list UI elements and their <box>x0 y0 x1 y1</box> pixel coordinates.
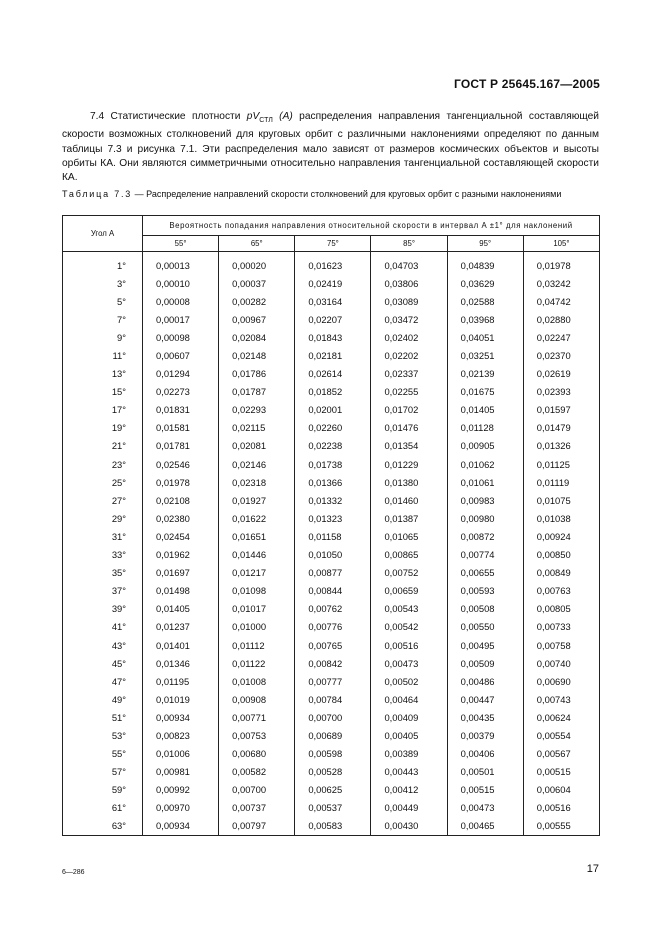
probability-cell: 0,00967 <box>219 310 295 328</box>
probability-cell: 0,01460 <box>371 491 447 509</box>
probability-cell: 0,01217 <box>219 564 295 582</box>
probability-cell: 0,01786 <box>219 365 295 383</box>
probability-cell: 0,01019 <box>143 690 219 708</box>
probability-cell: 0,02318 <box>219 473 295 491</box>
table-row <box>63 726 600 744</box>
angle-cell: 11° <box>63 346 143 364</box>
probability-cell: 0,00389 <box>371 745 447 763</box>
probability-cell: 0,00865 <box>371 546 447 564</box>
probability-cell: 0,00934 <box>143 817 219 836</box>
probability-cell: 0,00020 <box>219 256 295 274</box>
probability-cell: 0,00752 <box>371 564 447 582</box>
probability-cell: 0,00017 <box>143 310 219 328</box>
probability-cell: 0,01008 <box>219 672 295 690</box>
probability-cell: 0,02393 <box>523 383 599 401</box>
table-row <box>63 690 600 708</box>
angle-cell: 19° <box>63 419 143 437</box>
paragraph-text: распределения направления тангенциальной составляющей скорости возможных столкновений для круговых орбит с различными наклонениями определяют по данным таблицы 7.3 и рисунка 7.1. Эти распределения мало зависят от размеров космических объектов и высоты орбиты КА. Они являются симметричными относительно направления тангенциальной составляющей скорости КА. <box>62 111 599 184</box>
probability-cell: 0,00473 <box>447 799 523 817</box>
probability-cell: 0,04703 <box>371 256 447 274</box>
probability-cell: 0,00406 <box>447 745 523 763</box>
probability-cell: 0,03251 <box>447 346 523 364</box>
probability-cell: 0,01387 <box>371 509 447 527</box>
probability-cell: 0,01061 <box>447 473 523 491</box>
probability-cell: 0,00501 <box>447 763 523 781</box>
probability-cell: 0,00753 <box>219 726 295 744</box>
probability-cell: 0,00473 <box>371 654 447 672</box>
probability-cell: 0,01366 <box>295 473 371 491</box>
probability-cell: 0,00502 <box>371 672 447 690</box>
probability-cell: 0,00516 <box>523 799 599 817</box>
probability-cell: 0,00098 <box>143 328 219 346</box>
probability-cell: 0,00509 <box>447 654 523 672</box>
probability-cell: 0,00733 <box>523 618 599 636</box>
angle-cell: 15° <box>63 383 143 401</box>
probability-cell: 0,00486 <box>447 672 523 690</box>
angle-cell: 7° <box>63 310 143 328</box>
probability-cell: 0,00877 <box>295 564 371 582</box>
probability-cell: 0,02255 <box>371 383 447 401</box>
probability-cell: 0,00758 <box>523 636 599 654</box>
probability-cell: 0,01038 <box>523 509 599 527</box>
probability-cell: 0,00797 <box>219 817 295 836</box>
table-row <box>63 365 600 383</box>
probability-cell: 0,00598 <box>295 745 371 763</box>
probability-cell: 0,02588 <box>447 292 523 310</box>
probability-cell: 0,00842 <box>295 654 371 672</box>
probability-cell: 0,00774 <box>447 546 523 564</box>
probability-cell: 0,00542 <box>371 618 447 636</box>
probability-cell: 0,00690 <box>523 672 599 690</box>
table-row <box>63 491 600 509</box>
probability-cell: 0,00983 <box>447 491 523 509</box>
probability-cell: 0,00555 <box>523 817 599 836</box>
table-row <box>63 672 600 690</box>
probability-cell: 0,01122 <box>219 654 295 672</box>
probability-cell: 0,00412 <box>371 781 447 799</box>
probability-cell: 0,01075 <box>523 491 599 509</box>
table-row <box>63 582 600 600</box>
table-row <box>63 455 600 473</box>
angle-cell: 43° <box>63 636 143 654</box>
probability-cell: 0,01852 <box>295 383 371 401</box>
table-row <box>63 527 600 545</box>
probability-cell: 0,00777 <box>295 672 371 690</box>
probability-cell: 0,00464 <box>371 690 447 708</box>
probability-cell: 0,00010 <box>143 274 219 292</box>
probability-cell: 0,01119 <box>523 473 599 491</box>
inclination-header: 65° <box>219 236 295 252</box>
table-row <box>63 509 600 527</box>
angle-cell: 17° <box>63 401 143 419</box>
probability-cell: 0,00805 <box>523 600 599 618</box>
probability-cell: 0,01702 <box>371 401 447 419</box>
probability-cell: 0,02380 <box>143 509 219 527</box>
symbol-arg: (A) <box>272 111 293 122</box>
probability-cell: 0,00934 <box>143 708 219 726</box>
probability-cell: 0,00740 <box>523 654 599 672</box>
probability-cell: 0,00604 <box>523 781 599 799</box>
probability-cell: 0,00737 <box>219 799 295 817</box>
probability-cell: 0,02614 <box>295 365 371 383</box>
probability-cell: 0,02115 <box>219 419 295 437</box>
probability-cell: 0,00655 <box>447 564 523 582</box>
probability-cell: 0,01125 <box>523 455 599 473</box>
probability-cell: 0,00607 <box>143 346 219 364</box>
inclination-header: 105° <box>523 236 599 252</box>
probability-cell: 0,00443 <box>371 763 447 781</box>
probability-cell: 0,00282 <box>219 292 295 310</box>
page-header-standard: ГОСТ Р 25645.167—2005 <box>454 77 600 91</box>
distribution-table <box>62 215 600 836</box>
probability-cell: 0,01843 <box>295 328 371 346</box>
angle-cell: 27° <box>63 491 143 509</box>
table-row <box>63 292 600 310</box>
angle-cell: 25° <box>63 473 143 491</box>
footer-print-code: 6—286 <box>62 869 85 876</box>
probability-cell: 0,03629 <box>447 274 523 292</box>
symbol-sub: СТЛ <box>259 117 273 125</box>
probability-cell: 0,01062 <box>447 455 523 473</box>
probability-cell: 0,02202 <box>371 346 447 364</box>
probability-cell: 0,01622 <box>219 509 295 527</box>
probability-cell: 0,01346 <box>143 654 219 672</box>
probability-header: Вероятность попадания направления относительной скорости в интервал A ±1° для наклонений <box>143 216 600 236</box>
probability-cell: 0,00970 <box>143 799 219 817</box>
table-row <box>63 799 600 817</box>
table-row <box>63 328 600 346</box>
probability-cell: 0,00537 <box>295 799 371 817</box>
probability-cell: 0,01962 <box>143 546 219 564</box>
probability-cell: 0,01675 <box>447 383 523 401</box>
probability-cell: 0,02402 <box>371 328 447 346</box>
table-row <box>63 256 600 274</box>
probability-cell: 0,00409 <box>371 708 447 726</box>
probability-cell: 0,01623 <box>295 256 371 274</box>
probability-cell: 0,00405 <box>371 726 447 744</box>
angle-cell: 23° <box>63 455 143 473</box>
probability-cell: 0,04051 <box>447 328 523 346</box>
probability-cell: 0,00508 <box>447 600 523 618</box>
angle-cell: 41° <box>63 618 143 636</box>
probability-cell: 0,00550 <box>447 618 523 636</box>
probability-cell: 0,00528 <box>295 763 371 781</box>
angle-cell: 9° <box>63 328 143 346</box>
probability-cell: 0,00850 <box>523 546 599 564</box>
probability-cell: 0,01380 <box>371 473 447 491</box>
probability-cell: 0,02084 <box>219 328 295 346</box>
probability-cell: 0,01651 <box>219 527 295 545</box>
probability-cell: 0,01326 <box>523 437 599 455</box>
probability-cell: 0,00008 <box>143 292 219 310</box>
angle-cell: 29° <box>63 509 143 527</box>
probability-cell: 0,00743 <box>523 690 599 708</box>
angle-cell: 3° <box>63 274 143 292</box>
probability-cell: 0,00495 <box>447 636 523 654</box>
probability-cell: 0,04839 <box>447 256 523 274</box>
angle-cell: 61° <box>63 799 143 817</box>
table-row <box>63 618 600 636</box>
probability-cell: 0,04742 <box>523 292 599 310</box>
angle-cell: 55° <box>63 745 143 763</box>
probability-cell: 0,01738 <box>295 455 371 473</box>
probability-cell: 0,01050 <box>295 546 371 564</box>
table-row <box>63 401 600 419</box>
probability-cell: 0,01781 <box>143 437 219 455</box>
probability-cell: 0,00784 <box>295 690 371 708</box>
table-row <box>63 817 600 836</box>
probability-cell: 0,02293 <box>219 401 295 419</box>
probability-cell: 0,00567 <box>523 745 599 763</box>
table-row <box>63 437 600 455</box>
angle-cell: 59° <box>63 781 143 799</box>
table-row <box>63 708 600 726</box>
probability-cell: 0,02370 <box>523 346 599 364</box>
probability-cell: 0,02619 <box>523 365 599 383</box>
probability-cell: 0,02238 <box>295 437 371 455</box>
probability-cell: 0,01498 <box>143 582 219 600</box>
probability-cell: 0,00659 <box>371 582 447 600</box>
probability-cell: 0,00776 <box>295 618 371 636</box>
table-row <box>63 781 600 799</box>
probability-cell: 0,00905 <box>447 437 523 455</box>
probability-cell: 0,01128 <box>447 419 523 437</box>
probability-cell: 0,00379 <box>447 726 523 744</box>
angle-cell: 31° <box>63 527 143 545</box>
probability-cell: 0,00700 <box>219 781 295 799</box>
table-row <box>63 346 600 364</box>
probability-cell: 0,03472 <box>371 310 447 328</box>
probability-cell: 0,01229 <box>371 455 447 473</box>
table-row <box>63 473 600 491</box>
probability-cell: 0,01831 <box>143 401 219 419</box>
probability-cell: 0,00449 <box>371 799 447 817</box>
angle-cell: 51° <box>63 708 143 726</box>
probability-cell: 0,01017 <box>219 600 295 618</box>
probability-cell: 0,02081 <box>219 437 295 455</box>
probability-cell: 0,02146 <box>219 455 295 473</box>
probability-cell: 0,03242 <box>523 274 599 292</box>
probability-cell: 0,03164 <box>295 292 371 310</box>
probability-cell: 0,01405 <box>447 401 523 419</box>
probability-cell: 0,00823 <box>143 726 219 744</box>
probability-cell: 0,01697 <box>143 564 219 582</box>
table-row <box>63 546 600 564</box>
symbol-p: p <box>246 111 253 122</box>
angle-cell: 1° <box>63 256 143 274</box>
table-row <box>63 636 600 654</box>
inclination-header: 85° <box>371 236 447 252</box>
table-row <box>63 274 600 292</box>
angle-cell: 53° <box>63 726 143 744</box>
angle-cell: 63° <box>63 817 143 836</box>
probability-cell: 0,03089 <box>371 292 447 310</box>
symbol-v: V <box>252 111 260 122</box>
table-row <box>63 745 600 763</box>
probability-cell: 0,00013 <box>143 256 219 274</box>
probability-cell: 0,01446 <box>219 546 295 564</box>
probability-cell: 0,00762 <box>295 600 371 618</box>
probability-cell: 0,03968 <box>447 310 523 328</box>
probability-cell: 0,00765 <box>295 636 371 654</box>
angle-cell: 33° <box>63 546 143 564</box>
probability-cell: 0,00992 <box>143 781 219 799</box>
probability-cell: 0,00516 <box>371 636 447 654</box>
probability-cell: 0,00430 <box>371 817 447 836</box>
probability-cell: 0,02247 <box>523 328 599 346</box>
probability-cell: 0,01978 <box>523 256 599 274</box>
table-row <box>63 600 600 618</box>
probability-cell: 0,01323 <box>295 509 371 527</box>
body-paragraph <box>62 110 599 186</box>
probability-cell: 0,02273 <box>143 383 219 401</box>
inclination-header: 55° <box>143 236 219 252</box>
probability-cell: 0,01581 <box>143 419 219 437</box>
table-row <box>63 310 600 328</box>
table-row <box>63 383 600 401</box>
probability-cell: 0,00583 <box>295 817 371 836</box>
inclination-header: 95° <box>447 236 523 252</box>
table-row <box>63 654 600 672</box>
probability-cell: 0,00465 <box>447 817 523 836</box>
paragraph-prefix: 7.4 Статистические плотности <box>90 111 247 122</box>
inclination-header: 75° <box>295 236 371 252</box>
angle-cell: 5° <box>63 292 143 310</box>
probability-cell: 0,00849 <box>523 564 599 582</box>
probability-cell: 0,01237 <box>143 618 219 636</box>
probability-cell: 0,00908 <box>219 690 295 708</box>
probability-cell: 0,01112 <box>219 636 295 654</box>
probability-cell: 0,01332 <box>295 491 371 509</box>
probability-cell: 0,00981 <box>143 763 219 781</box>
table-caption <box>62 188 599 200</box>
probability-cell: 0,00680 <box>219 745 295 763</box>
angle-cell: 21° <box>63 437 143 455</box>
angle-cell: 47° <box>63 672 143 690</box>
probability-cell: 0,01098 <box>219 582 295 600</box>
probability-cell: 0,00771 <box>219 708 295 726</box>
probability-cell: 0,01354 <box>371 437 447 455</box>
probability-cell: 0,00700 <box>295 708 371 726</box>
probability-cell: 0,00689 <box>295 726 371 744</box>
probability-cell: 0,02337 <box>371 365 447 383</box>
table-caption-text: — Распределение направлений скорости столкновений для круговых орбит с разными наклонениями <box>132 189 562 199</box>
table-caption-label: Таблица 7.3 <box>62 189 133 199</box>
angle-header: Угол A <box>63 216 143 252</box>
table-row <box>63 419 600 437</box>
probability-cell: 0,01787 <box>219 383 295 401</box>
probability-cell: 0,00593 <box>447 582 523 600</box>
angle-cell: 35° <box>63 564 143 582</box>
probability-cell: 0,01401 <box>143 636 219 654</box>
probability-cell: 0,03806 <box>371 274 447 292</box>
probability-cell: 0,00554 <box>523 726 599 744</box>
angle-cell: 45° <box>63 654 143 672</box>
probability-cell: 0,01006 <box>143 745 219 763</box>
probability-cell: 0,00924 <box>523 527 599 545</box>
probability-cell: 0,00624 <box>523 708 599 726</box>
probability-cell: 0,01158 <box>295 527 371 545</box>
probability-cell: 0,00435 <box>447 708 523 726</box>
probability-cell: 0,00037 <box>219 274 295 292</box>
probability-cell: 0,01195 <box>143 672 219 690</box>
probability-cell: 0,02181 <box>295 346 371 364</box>
angle-cell: 49° <box>63 690 143 708</box>
probability-cell: 0,00872 <box>447 527 523 545</box>
table-row <box>63 763 600 781</box>
probability-cell: 0,00447 <box>447 690 523 708</box>
probability-cell: 0,01927 <box>219 491 295 509</box>
angle-cell: 37° <box>63 582 143 600</box>
probability-cell: 0,00625 <box>295 781 371 799</box>
angle-cell: 39° <box>63 600 143 618</box>
page-number: 17 <box>586 863 599 875</box>
probability-cell: 0,00515 <box>447 781 523 799</box>
probability-cell: 0,01405 <box>143 600 219 618</box>
probability-cell: 0,02260 <box>295 419 371 437</box>
probability-cell: 0,00582 <box>219 763 295 781</box>
probability-cell: 0,01065 <box>371 527 447 545</box>
angle-cell: 57° <box>63 763 143 781</box>
angle-cell: 13° <box>63 365 143 383</box>
probability-cell: 0,02207 <box>295 310 371 328</box>
probability-cell: 0,02454 <box>143 527 219 545</box>
probability-cell: 0,02108 <box>143 491 219 509</box>
probability-cell: 0,02139 <box>447 365 523 383</box>
probability-cell: 0,02419 <box>295 274 371 292</box>
probability-cell: 0,01978 <box>143 473 219 491</box>
probability-cell: 0,01000 <box>219 618 295 636</box>
probability-cell: 0,01294 <box>143 365 219 383</box>
probability-cell: 0,01479 <box>523 419 599 437</box>
probability-cell: 0,00515 <box>523 763 599 781</box>
probability-cell: 0,00980 <box>447 509 523 527</box>
probability-cell: 0,00844 <box>295 582 371 600</box>
probability-cell: 0,01476 <box>371 419 447 437</box>
probability-cell: 0,02880 <box>523 310 599 328</box>
probability-cell: 0,00763 <box>523 582 599 600</box>
probability-cell: 0,02148 <box>219 346 295 364</box>
probability-cell: 0,01597 <box>523 401 599 419</box>
table-row <box>63 564 600 582</box>
probability-cell: 0,02001 <box>295 401 371 419</box>
probability-cell: 0,02546 <box>143 455 219 473</box>
probability-cell: 0,00543 <box>371 600 447 618</box>
